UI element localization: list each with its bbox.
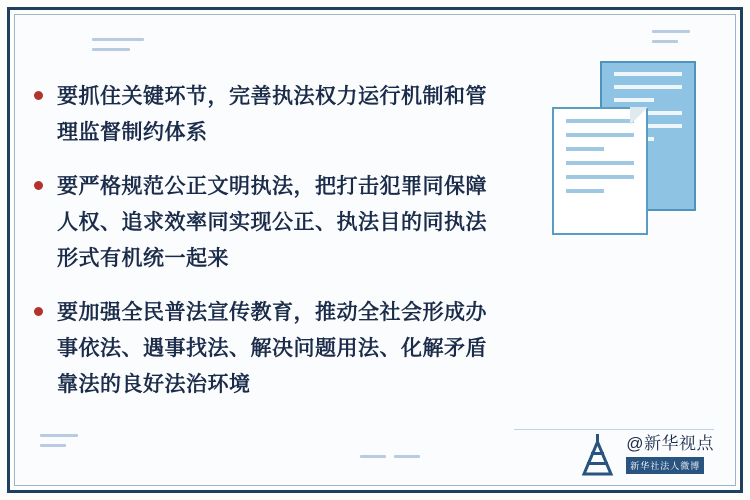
list-item bbox=[34, 294, 504, 402]
documents-illustration bbox=[542, 55, 712, 255]
brand-logo bbox=[578, 429, 714, 476]
decor-dashes-bottom-middle bbox=[360, 455, 420, 458]
bullet-dot-icon bbox=[34, 181, 43, 190]
logo-main-text: @新华视点 bbox=[626, 434, 714, 453]
logo-text-block bbox=[626, 429, 714, 476]
decor-dashes-top-right bbox=[652, 30, 690, 50]
decor-dashes-top-left bbox=[92, 38, 144, 58]
bullet-list bbox=[34, 78, 504, 420]
bullet-dot-icon bbox=[34, 91, 43, 100]
bullet-dot-icon bbox=[34, 307, 43, 316]
document-fold-corner bbox=[630, 107, 648, 125]
list-item bbox=[34, 168, 504, 276]
list-item bbox=[34, 78, 504, 150]
logo-sub-text: 新华社法人微博 bbox=[626, 457, 704, 474]
bullet-text: 要严格规范公正文明执法，把打击犯罪同保障人权、追求效率同实现公正、执法目的同执法形式有机统一起来 bbox=[57, 174, 487, 270]
decor-dashes-bottom-left bbox=[40, 434, 78, 454]
xinhua-logo-icon bbox=[578, 432, 618, 476]
document-icon bbox=[552, 107, 648, 235]
bullet-text: 要加强全民普法宣传教育，推动全社会形成办事依法、遇事找法、解决问题用法、化解矛盾靠法的良好法治环境 bbox=[57, 300, 487, 396]
bullet-text: 要抓住关键环节，完善执法权力运行机制和管理监督制约体系 bbox=[57, 84, 487, 144]
